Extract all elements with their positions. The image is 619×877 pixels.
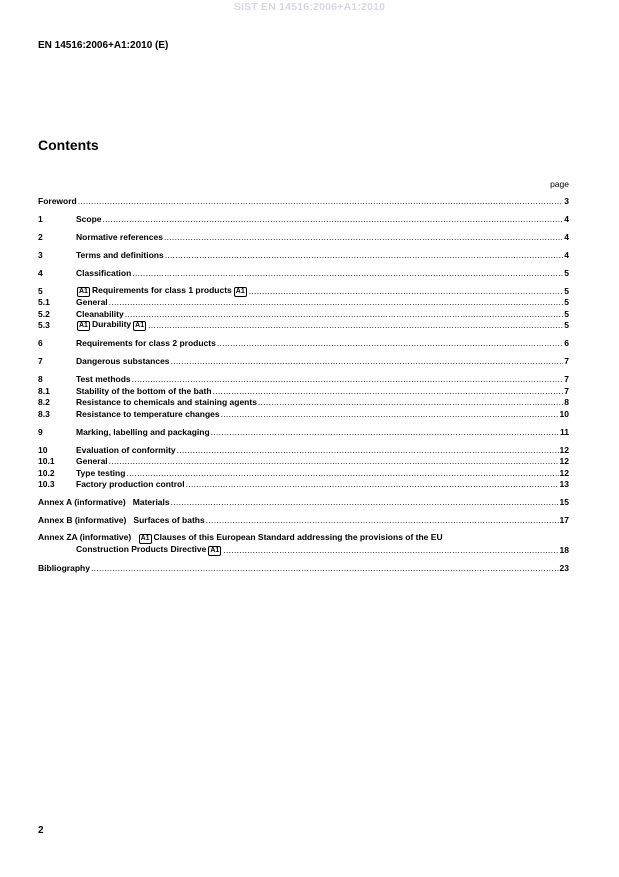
toc-entry-factory-production-control[interactable]: 10.3 Factory production control ..... 13 (38, 479, 569, 491)
toc-entry-scope[interactable]: 1 Scope ..... 4 (38, 213, 569, 225)
toc-entry-dangerous-substances[interactable]: 7 Dangerous substances ..... 7 (38, 356, 569, 368)
toc-entry-type-testing[interactable]: 10.2 Type testing ..... 12 (38, 467, 569, 479)
table-of-contents (38, 195, 569, 574)
toc-entry-requirements-class-2[interactable]: 6 Requirements for class 2 products ..... 6 (38, 338, 569, 350)
toc-entry-stability[interactable]: 8.1 Stability of the bottom of the bath ..... 7 (38, 385, 569, 397)
toc-entry-foreword[interactable]: Foreword ..... 3 (38, 195, 569, 207)
toc-entry-general-10-1[interactable]: 10.1 General ..... 12 (38, 456, 569, 468)
amendment-end-marker-icon: A1 (235, 287, 245, 295)
watermark: SIST EN 14516:2006+A1:2010 (233, 1, 386, 13)
toc-entry-test-methods[interactable]: 8 Test methods ..... 7 (38, 374, 569, 386)
amendment-start-marker-icon: A1 (79, 287, 88, 295)
toc-entry-terms-and-definitions[interactable]: 3 Terms and definitions ..... 4 (38, 249, 569, 261)
toc-entry-normative-references[interactable]: 2 Normative references ..... 4 (38, 231, 569, 243)
page-column-label: page (550, 179, 569, 189)
toc-entry-resistance-chemicals[interactable]: 8.2 Resistance to chemicals and staining agents ..... 8 (38, 397, 569, 409)
toc-entry-bibliography[interactable]: Bibliography ..... 23 (38, 562, 569, 574)
toc-entry-marking[interactable]: 9 Marking, labelling and packaging ..... 11 (38, 426, 569, 438)
toc-entry-evaluation-of-conformity[interactable]: 10 Evaluation of conformity ..... 12 (38, 444, 569, 456)
toc-entry-annex-b[interactable]: Annex B (informative) Surfaces of baths ..... 17 (38, 515, 569, 527)
amendment-start-marker-icon: A1 (79, 322, 88, 329)
toc-entry-annex-za-line2[interactable]: Construction Products Directive A1 ..... 18 (38, 544, 569, 556)
toc-entry-cleanability[interactable]: 5.2 Cleanability ..... 5 (38, 308, 569, 320)
toc-entry-resistance-temperature[interactable]: 8.3 Resistance to temperature changes ..... 10 (38, 408, 569, 420)
toc-entry-classification[interactable]: 4 Classification ..... 5 (38, 267, 569, 279)
toc-entry-general-5-1[interactable]: 5.1 General ..... 5 (38, 297, 569, 309)
toc-entry-durability[interactable]: 5.3 A1 Durability A1 ..... 5 (38, 320, 569, 332)
contents-title: Contents (38, 137, 99, 153)
amendment-end-marker-icon: A1 (210, 546, 220, 554)
toc-entry-annex-a[interactable]: Annex A (informative) Materials ..... 15 (38, 497, 569, 509)
amendment-start-marker-icon: A1 (140, 535, 150, 542)
page-number: 2 (38, 825, 44, 836)
toc-entry-requirements-class-1[interactable]: 5 A1 Requirements for class 1 products A1 ..... 5 (38, 285, 569, 297)
amendment-end-marker-icon: A1 (135, 322, 145, 329)
toc-entry-annex-za[interactable]: Annex ZA (informative) A1 Clauses of this European Standard addressing the provisions of the EU (38, 532, 443, 542)
document-id: EN 14516:2006+A1:2010 (E) (38, 40, 169, 51)
